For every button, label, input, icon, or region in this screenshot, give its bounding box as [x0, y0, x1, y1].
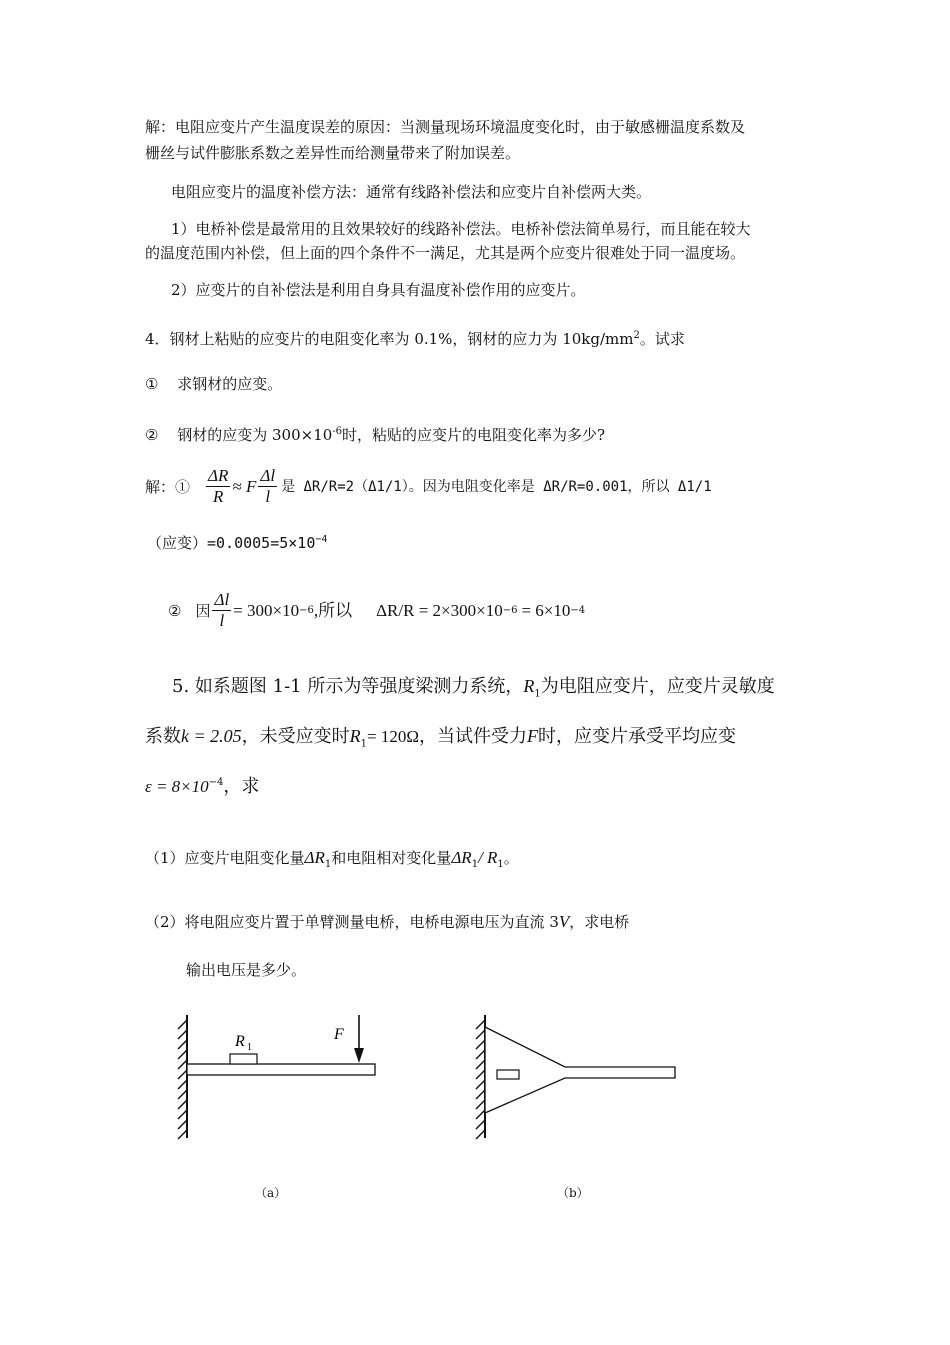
q5-line3	[145, 772, 259, 798]
q5-line1-r1-sub: 1	[534, 688, 541, 700]
q5-line1-r1: R	[523, 676, 535, 696]
sol-frac1-num: ΔR	[208, 466, 229, 485]
wall-b-icon	[476, 1015, 485, 1139]
q4-item2-text-a: 钢材的应变为 300×10	[177, 426, 333, 444]
strain-gauge-b	[497, 1070, 519, 1079]
q5-sub1-b: 和电阻相对变化量	[331, 849, 452, 867]
para3-line1: 1）电桥补偿是最常用的且效果较好的线路补偿法。电桥补偿法简单易行，而且能在较大	[171, 220, 751, 238]
fig-label-f: F	[334, 1026, 344, 1043]
sol-frac2-den: l	[265, 487, 271, 506]
sol2-frac	[212, 590, 231, 631]
sol-frac2	[258, 466, 277, 507]
q4-stem-sup: 2	[633, 330, 640, 341]
q5-sub1-ratio-b: / R	[478, 848, 498, 867]
q5-line3-eps: ε = 8×10	[145, 777, 209, 796]
sol-label: 解：①	[145, 477, 191, 496]
q5-sub1-dr-sub: 1	[324, 859, 332, 870]
para4: 2）应变片的自补偿法是利用自身具有温度补偿作用的应变片。	[171, 281, 586, 299]
q5-line2-c: ，当试件受力	[419, 726, 527, 747]
q5-line1	[172, 672, 775, 700]
caption-b: （b）	[557, 1186, 589, 1200]
para1-line2: 栅丝与试件膨胀系数之差异性而给测量带来了附加误差。	[145, 144, 521, 162]
sol2-num: ②	[168, 601, 182, 620]
q5-line2-d: 时，应变片承受平均应变	[538, 726, 736, 747]
q5-line2-r-sub: 1	[360, 738, 368, 750]
q5-line2-f: F	[527, 726, 538, 746]
q5-line2-r-val: = 120Ω	[367, 727, 419, 746]
fig-label-r: R	[235, 1033, 245, 1050]
q4-item1	[145, 372, 282, 396]
q4-stem	[145, 324, 685, 351]
q5-line3-sup: −4	[208, 777, 224, 788]
q4-item1-text: 求钢材的应变。	[177, 375, 283, 393]
q4-item2	[145, 420, 605, 447]
sol2-yin: 因	[195, 601, 211, 620]
para2: 电阻应变片的温度补偿方法：通常有线路补偿法和应变片自补偿两大类。	[171, 183, 652, 201]
q4-item2-text-b: 时，粘贴的应变片的电阻变化率为多少?	[342, 426, 606, 444]
sol2-sup3: −4	[570, 604, 586, 616]
q4-solution-1	[145, 466, 712, 507]
para3-line2: 的温度范围内补偿，但上面的四个条件不一满足，尤其是两个应变片很难处于同一温度场。	[145, 244, 746, 262]
q4-item2-num: ②	[145, 426, 159, 444]
sol-frac2-num: Δl	[260, 466, 276, 485]
sol2-eq-c: ΔR/R = 2×300×10	[376, 600, 503, 620]
q5-line3-b: ，求	[223, 776, 260, 797]
q5-sub1-ratio-sub2: 1	[497, 859, 504, 870]
q5-line2-b: ，未受应变时	[241, 726, 350, 747]
sol2-frac-den: l	[219, 611, 225, 630]
sol2-eq-b: ,所以	[313, 600, 353, 620]
q5-line2-r: R	[349, 726, 361, 746]
sol-frac1-den: R	[213, 487, 224, 506]
wall-a-icon	[178, 1015, 187, 1139]
q4-item1-num: ①	[145, 375, 159, 393]
q4-stem-b: 。试求	[639, 330, 685, 348]
q5-sub1-c: 。	[503, 849, 519, 867]
sol2-sup2: −6	[502, 604, 518, 616]
q5-line1-a: 5. 如系题图 1-1 所示为等强度梁测力系统，	[172, 676, 524, 697]
q5-sub1	[145, 846, 519, 877]
sol2-eq-a: = 300×10	[233, 600, 300, 620]
q5-line1-b: 为电阻应变片，应变片灵敏度	[540, 676, 775, 697]
q5-sub2-line2: 输出电压是多少。	[186, 961, 307, 979]
q5-sub2-v: V	[558, 912, 570, 931]
strain-gauge-a	[230, 1054, 257, 1064]
caption-a: （a）	[255, 1186, 287, 1200]
sol2-eq-d: = 6×10	[521, 600, 571, 620]
q5-line2-a: 系数	[145, 726, 181, 747]
q5-line2-k: k = 2.05	[181, 726, 242, 746]
beam-a	[187, 1064, 375, 1075]
q4-solution-1-line2	[147, 532, 327, 553]
q5-sub2	[145, 910, 629, 934]
q4-item2-sup: -6	[332, 426, 343, 437]
sol-approx: ≈ F	[232, 476, 257, 496]
q5-sub1-ratio-sub: 1	[471, 859, 479, 870]
q4-stem-a: 4．钢材上粘贴的应变片的电阻变化率为 0.1%，钢材的应力为 10kg/mm	[145, 330, 634, 348]
fig-label-r-sub: 1	[247, 1042, 252, 1053]
q4-solution-2	[168, 590, 585, 631]
sol-frac1	[206, 466, 230, 507]
q5-sub2-b: ，求电桥	[569, 913, 630, 931]
q5-sub1-dr: ΔR	[304, 848, 325, 867]
sol-line2-a: （应变）=0.0005=5×10	[147, 534, 316, 552]
sol2-sup1: −6	[299, 604, 314, 616]
sol-line2-sup: −4	[315, 534, 328, 545]
q5-line2	[145, 722, 736, 750]
sol-text: 是 ΔR/R=2（Δ1/1）。因为电阻变化率是 ΔR/R=0.001，所以 Δ1/1	[281, 478, 712, 495]
q5-sub2-a: （2）将电阻应变片置于单臂测量电桥，电桥电源电压为直流 3	[145, 913, 559, 931]
q5-sub1-a: （1）应变片电阻变化量	[145, 849, 305, 867]
figure-a-beam	[170, 1010, 390, 1145]
sol2-frac-num: Δl	[214, 590, 230, 609]
force-arrow-icon	[354, 1015, 364, 1063]
para1-line1: 解：电阻应变片产生温度误差的原因：当测量现场环境温度变化时，由于敏感栅温度系数及	[145, 118, 746, 136]
q5-sub1-ratio: ΔR	[451, 848, 472, 867]
figure-b-tapered-beam	[468, 1010, 683, 1145]
